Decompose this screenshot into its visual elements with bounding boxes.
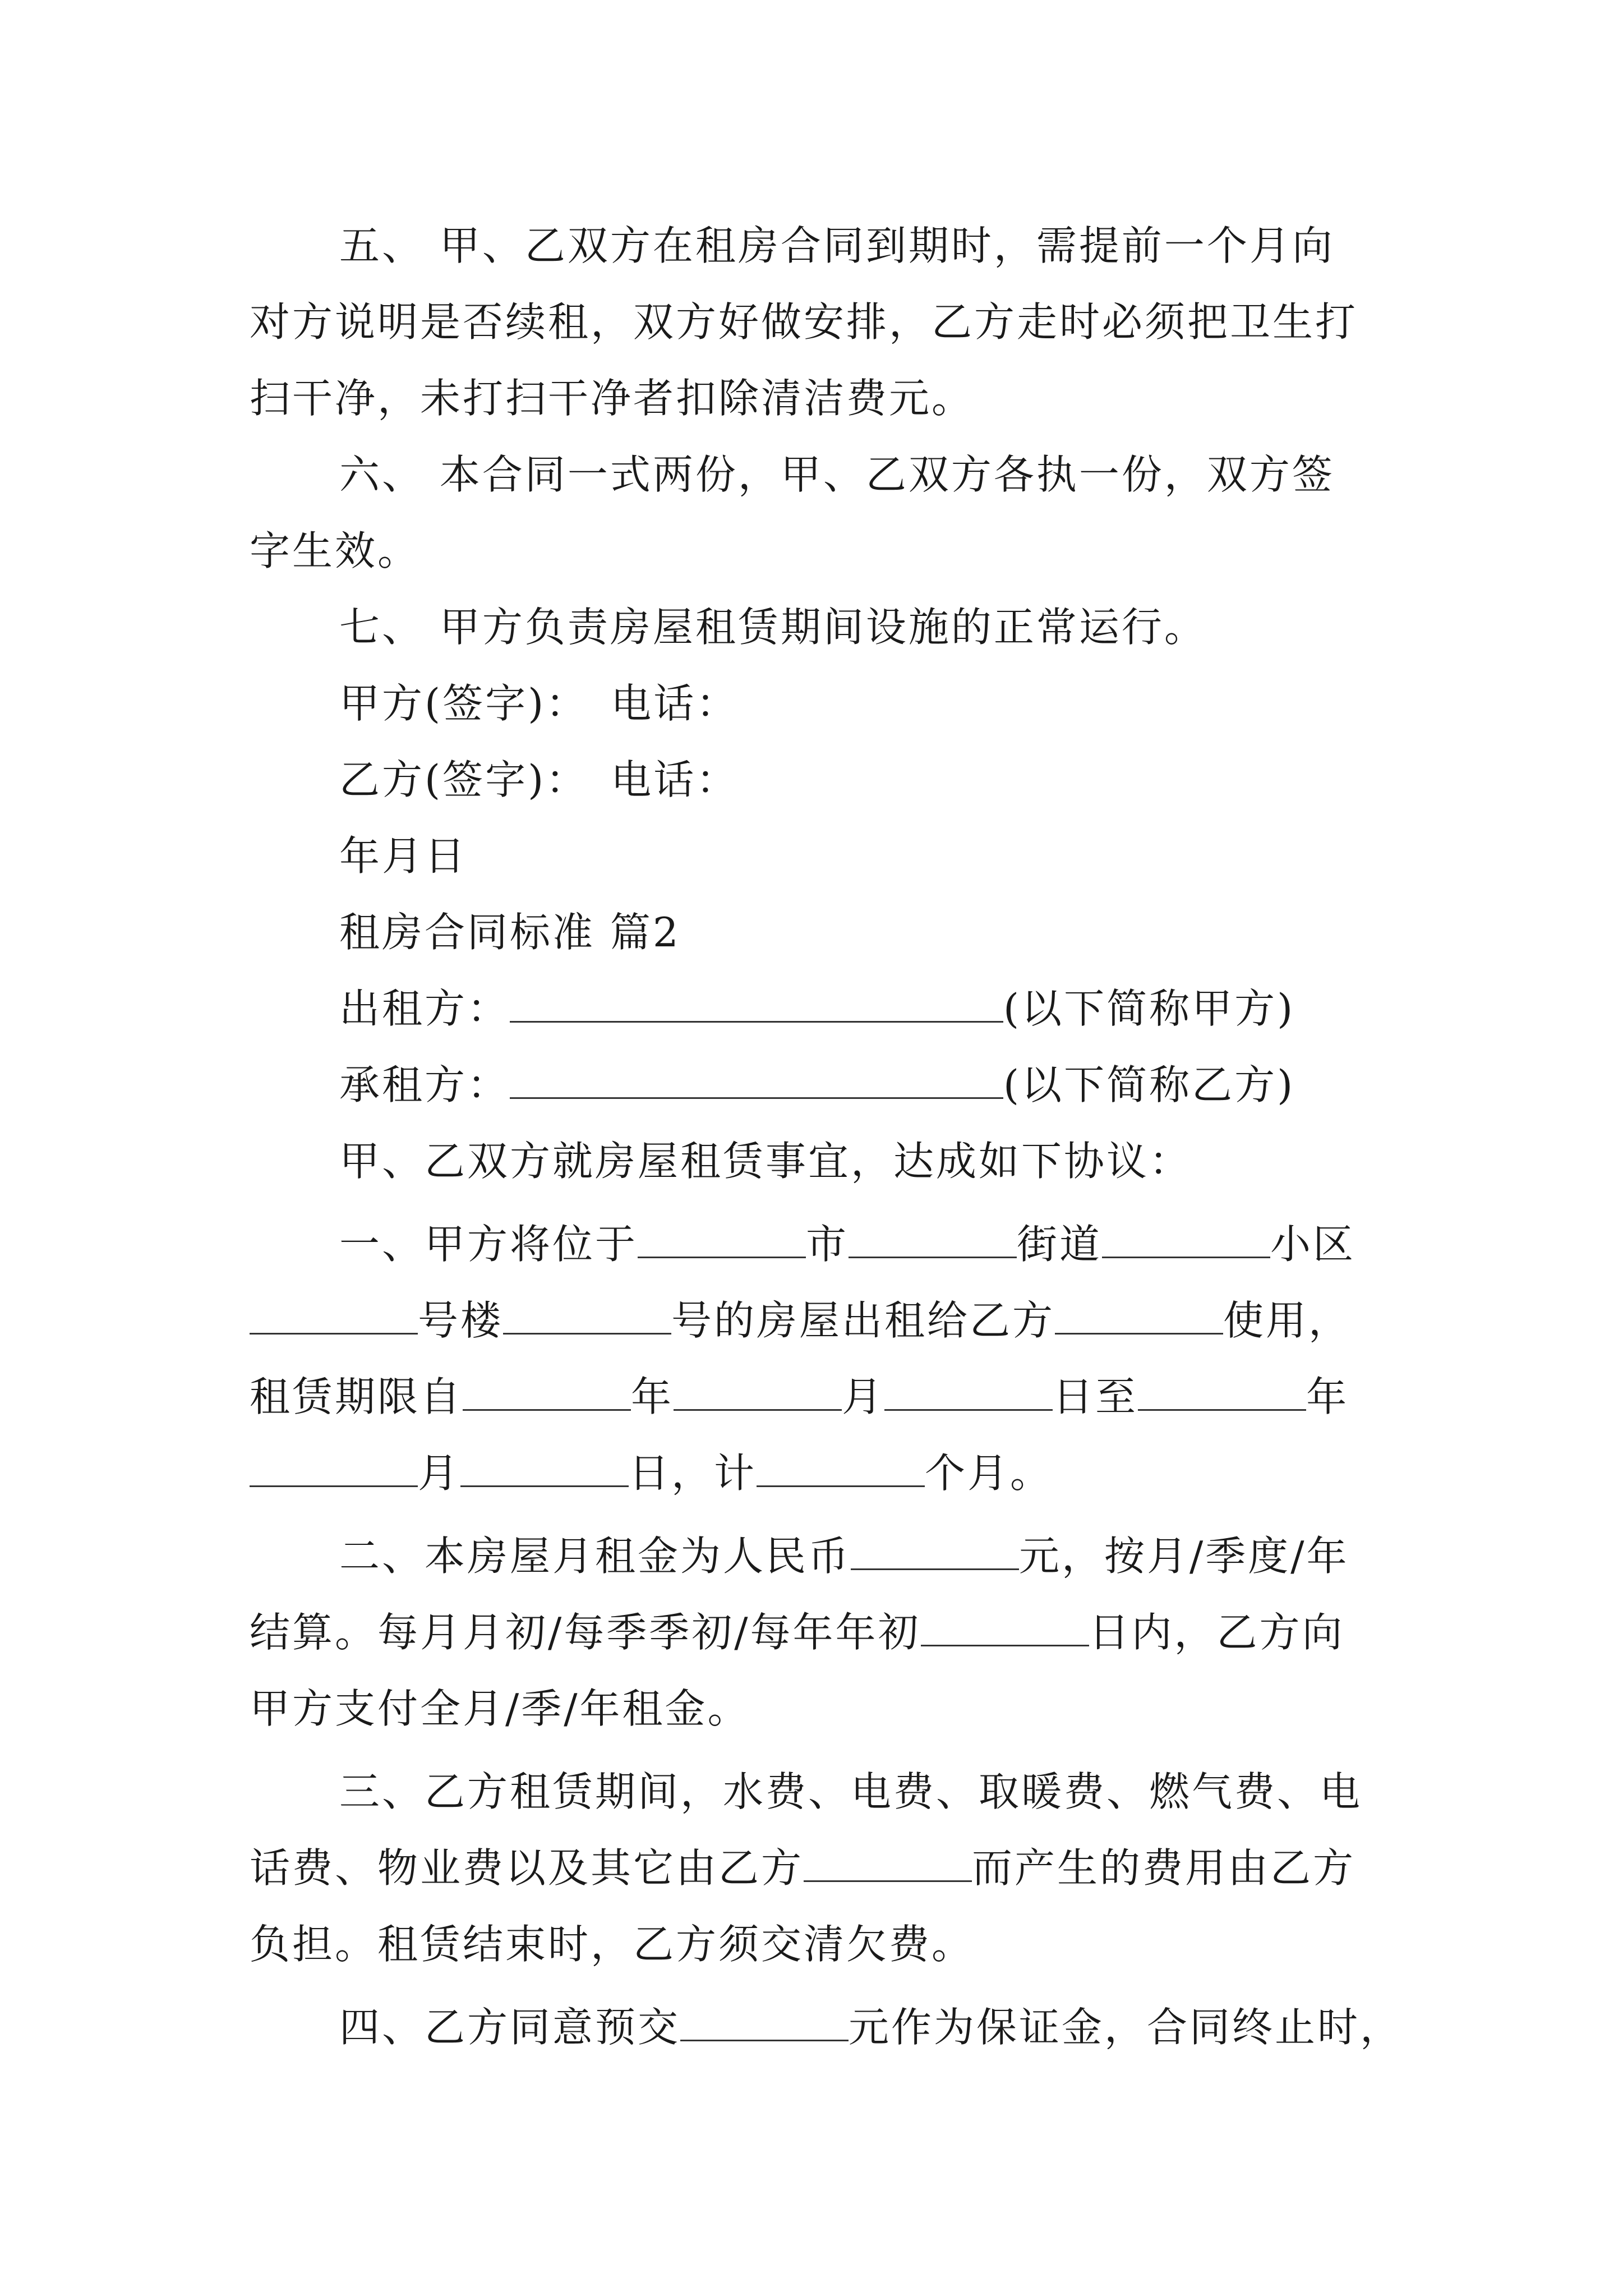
lessee-suffix: (以下简称乙方) [1003, 1061, 1295, 1108]
clause-5-line-3: 扫干净，未打扫干净者扣除清洁费元。 [250, 375, 975, 422]
clause-4-text: 元作为保证金，合同终止时， [849, 2004, 1403, 2051]
clause-1-line-1 [250, 1206, 1388, 1282]
clause-1-text: 使用， [1223, 1297, 1352, 1344]
blank-field [849, 1223, 1017, 1258]
blank-field [757, 1452, 925, 1487]
signature-party-a-phone: 电话： [611, 680, 739, 727]
blank-field [460, 1452, 629, 1487]
clause-2-line-2 [250, 1594, 1388, 1671]
clause-3-text: 话费、物业费以及其它由乙方 [250, 1844, 804, 1892]
blank-field [1102, 1223, 1270, 1258]
blank-field [1055, 1299, 1223, 1335]
clause-2-text: 元，按月/季度/年 [1019, 1533, 1349, 1580]
clause-5-line-2: 对方说明是否续租，双方好做安排，乙方走时必须把卫生打 [250, 298, 1358, 346]
clause-2-line-3: 甲方支付全月/季/年租金。 [250, 1685, 750, 1732]
blank-field [463, 1375, 631, 1411]
lessor-line [250, 970, 1388, 1047]
blank-field [851, 1535, 1019, 1570]
blank-field [804, 1847, 972, 1882]
signature-party-b-label: 乙方(签字)： [339, 756, 589, 803]
clause-5-line-1: 五、 甲、乙双方在租房合同到期时，需提前一个月向 [339, 222, 1335, 269]
lessee-blank [510, 1064, 1003, 1099]
clause-1-text: 月 [842, 1373, 885, 1420]
signature-party-a-label: 甲方(签字)： [339, 680, 589, 727]
signature-party-b-phone: 电话： [611, 756, 739, 803]
lessee-line [250, 1047, 1388, 1123]
clause-3-line-1: 三、乙方租赁期间，水费、电费、取暖费、燃气费、电 [339, 1768, 1363, 1815]
blank-field [1138, 1375, 1306, 1411]
lessor-blank [510, 987, 1003, 1023]
clause-1-text: 号楼 [418, 1297, 504, 1344]
clause-1-line-4 [250, 1435, 1388, 1511]
signature-party-a [250, 665, 1388, 742]
section-title: 租房合同标准 篇2 [339, 909, 681, 956]
clause-2-text: 日内，乙方向 [1089, 1609, 1345, 1656]
clause-1-text: 个月。 [925, 1450, 1053, 1497]
clause-1-text: 号的房屋出租给乙方 [671, 1297, 1055, 1344]
blank-field [503, 1299, 671, 1335]
clause-1-text: 租赁期限自 [250, 1373, 463, 1420]
clause-1-text: 一、甲方将位于 [339, 1221, 638, 1268]
document-body [250, 208, 1403, 2065]
clause-4-line-1 [250, 1989, 1403, 2065]
blank-field [921, 1611, 1089, 1646]
clause-3-text: 而产生的费用由乙方 [972, 1844, 1356, 1892]
clause-1-text: 日，计 [629, 1450, 757, 1497]
signature-party-b [250, 742, 1388, 818]
clause-1-text: 市 [806, 1221, 849, 1268]
clause-1-text: 月 [418, 1450, 461, 1497]
clause-1-text: 小区 [1270, 1221, 1356, 1268]
clause-1-text: 街道 [1017, 1221, 1103, 1268]
clause-6-line-1: 六、 本合同一式两份，甲、乙双方各执一份，双方签 [339, 451, 1335, 498]
date-line: 年月日 [339, 832, 468, 880]
clause-1-line-2 [250, 1282, 1388, 1359]
agreement-intro: 甲、乙双方就房屋租赁事宜，达成如下协议： [339, 1138, 1192, 1185]
lessor-label: 出租方： [339, 985, 510, 1032]
clause-3-line-2 [250, 1830, 1388, 1906]
blank-field [638, 1223, 806, 1258]
clause-7: 七、 甲方负责房屋租赁期间设施的正常运行。 [339, 604, 1207, 651]
blank-field [674, 1375, 842, 1411]
clause-2-text: 二、本房屋月租金为人民币 [339, 1533, 851, 1580]
clause-6-line-2: 字生效。 [250, 527, 421, 574]
clause-2-text: 结算。每月月初/每季季初/每年年初 [250, 1609, 921, 1656]
clause-1-text: 年 [631, 1373, 674, 1420]
clause-1-text: 年 [1306, 1373, 1349, 1420]
clause-3-line-3: 负担。租赁结束时，乙方须交清欠费。 [250, 1921, 975, 1968]
clause-1-line-3 [250, 1359, 1388, 1435]
lessor-suffix: (以下简称甲方) [1003, 985, 1295, 1032]
blank-field [250, 1299, 418, 1335]
blank-field [884, 1375, 1053, 1411]
blank-field [680, 2006, 849, 2041]
blank-field [250, 1452, 418, 1487]
clause-4-text: 四、乙方同意预交 [339, 2004, 681, 2051]
clause-2-line-1 [250, 1518, 1388, 1594]
lessee-label: 承租方： [339, 1061, 510, 1108]
clause-1-text: 日至 [1053, 1373, 1138, 1420]
